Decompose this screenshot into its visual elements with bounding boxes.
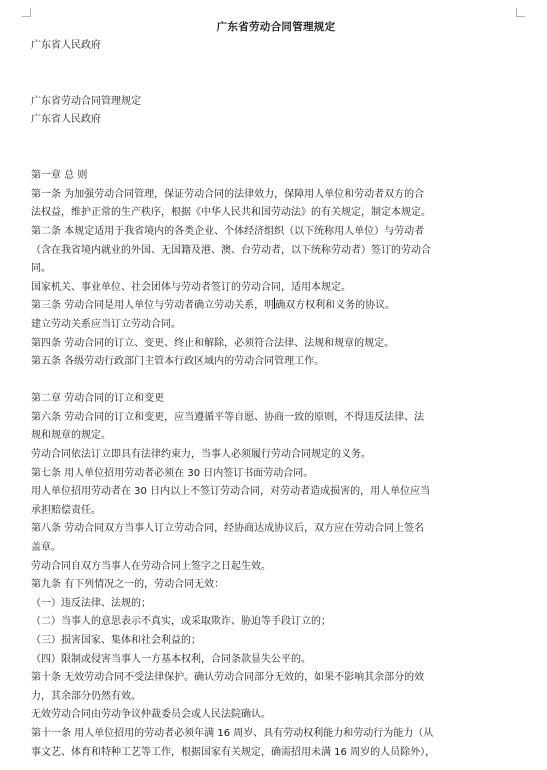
blank-line (31, 74, 521, 93)
issuer-top: 广东省人民政府 (31, 40, 101, 51)
text-line: 盖章。 (31, 542, 61, 554)
blank-line (31, 56, 521, 75)
repeat-title: 广东省劳动合同管理规定 (31, 95, 141, 107)
blank-line (31, 372, 521, 391)
text-line: 第十条 无效劳动合同不受法律保护。确认劳动合同部分无效的，如果不影响其余部分的效 (31, 672, 425, 684)
text-line: 第七条 用人单位招用劳动者必须在 30 日内签订书面劳动合同。 (31, 467, 314, 479)
blank-line (31, 149, 521, 168)
page-corner-mark-right (516, 8, 525, 17)
document-title: 广东省劳动合同管理规定 (216, 21, 336, 33)
text-line: 法权益，维护正常的生产秩序，根据《中华人民共和国劳动法》的有关规定，制定本规定。 (31, 207, 431, 219)
text-line: 第二章 劳动合同的订立和变更 (31, 393, 165, 405)
text-line: 第十一条 用人单位招用的劳动者必须年满 16 周岁、具有劳动权利能力和劳动行为能力（从 (31, 727, 434, 739)
text-line: 劳动合同自双方当事人在劳动合同上签字之日起生效。 (31, 560, 271, 572)
repeat-issuer: 广东省人民政府 (31, 114, 101, 126)
text-line: （含在我省境内就业的外国、无国籍及港、澳、台劳动者，以下统称劳动者）签订的劳动合 (31, 244, 431, 256)
text-line: 无效劳动合同由劳动争议仲裁委员会或人民法院确认。 (31, 709, 271, 721)
text-line: 第六条 劳动合同的订立和变更，应当遵循平等自愿、协商一致的原则，不得违反法律、法 (31, 411, 425, 423)
text-line: 国家机关、事业单位、社会团体与劳动者签订的劳动合同，适用本规定。 (31, 281, 351, 293)
text-line: 第一条 为加强劳动合同管理，保证劳动合同的法律效力，保障用人单位和劳动者双方的合 (31, 188, 425, 200)
text-line: 建立劳动关系应当订立劳动合同。 (31, 318, 181, 330)
text-line: 第四条 劳动合同的订立、变更、终止和解除，必须符合法律、法规和规章的规定。 (31, 337, 395, 349)
document-body[interactable] (31, 18, 521, 762)
blank-line (31, 130, 521, 149)
text-line: （二）当事人的意思表示不真实，或采取欺诈、胁迫等手段订立的； (31, 616, 331, 628)
text-line: （三）损害国家、集体和社会利益的； (31, 635, 201, 646)
text-line: （四）限制或侵害当事人一方基本权利，合同条款显失公平的。 (31, 653, 311, 665)
text-line: 第八条 劳动合同双方当事人订立劳动合同，经协商达成协议后，双方应在劳动合同上签名 (31, 523, 425, 535)
text-line: 第五条 各级劳动行政部门主管本行政区域内的劳动合同管理工作。 (31, 356, 325, 368)
text-line: 事文艺、体育和特种工艺等工作，根据国家有关规定，确需招用未满 16 周岁的人员除外）， (31, 746, 436, 758)
document-lines (31, 167, 521, 762)
page-corner-mark-left (22, 8, 31, 17)
text-line: 劳动合同依法订立即具有法律约束力，当事人必须履行劳动合同规定的义务。 (31, 449, 371, 461)
text-line: 同。 (31, 263, 51, 275)
text-line: 承担赔偿责任。 (31, 504, 101, 516)
text-line: （一）违反法律、法规的； (31, 597, 151, 609)
text-line: 第一章 总 则 (31, 170, 88, 182)
text-line: 第三条 劳动合同是用人单位与劳动者确立劳动关系，明确双方权利和义务的协议。 (31, 300, 396, 312)
text-line: 规和规章的规定。 (31, 430, 111, 442)
text-line: 第二条 本规定适用于我省境内的各类企业、个体经济组织（以下统称用人单位）与劳动者 (31, 225, 425, 237)
text-line: 用人单位招用劳动者在 30 日内以上不签订劳动合同，对劳动者造成损害的，用人单位应当 (31, 486, 431, 498)
text-line: 第九条 有下列情况之一的，劳动合同无效： (31, 579, 225, 591)
text-line: 力，其余部分仍然有效。 (31, 690, 141, 702)
text-cursor (274, 298, 275, 309)
